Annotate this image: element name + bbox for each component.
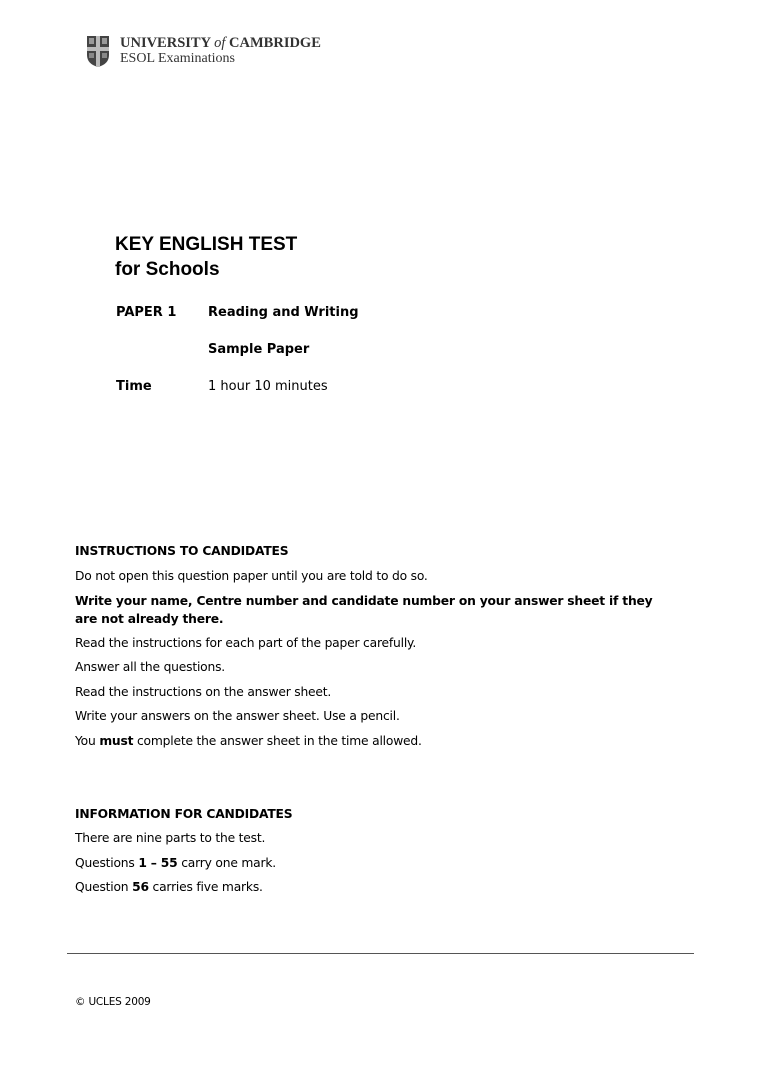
information-3-post: carries five marks. [148,880,263,894]
instruction-5: Read the instructions on the answer sheet. [75,685,332,699]
footer-divider [67,953,694,954]
logo-cambridge: CAMBRIDGE [229,35,321,51]
information-2-bold: 1 – 55 [138,856,178,870]
logo-esol: ESOL Examinations [120,51,235,66]
instruction-7-bold: must [99,734,134,748]
instruction-2a: Write your name, Centre number and candidate number on your answer sheet if they [75,594,653,608]
instruction-4: Answer all the questions. [75,660,226,674]
instruction-6: Write your answers on the answer sheet. Use a pencil. [75,709,400,723]
instruction-7-pre: You [75,734,100,748]
title-line1: KEY ENGLISH TEST [115,234,298,255]
information-2-pre: Questions [75,856,139,870]
instruction-7 [75,734,422,748]
time-label: Time [116,379,152,394]
title-line2: for Schools [115,259,220,280]
information-3 [75,880,263,894]
information-1: There are nine parts to the test. [75,831,266,845]
sample-paper: Sample Paper [208,342,310,357]
logo-of: of [214,35,226,51]
cambridge-crest-icon [86,35,110,68]
instruction-2b: are not already there. [75,612,224,626]
information-2 [75,856,276,870]
information-3-pre: Question [75,880,133,894]
information-3-bold: 56 [132,880,149,894]
paper-value: Reading and Writing [208,305,359,320]
instruction-7-post: complete the answer sheet in the time allowed. [133,734,422,748]
copyright: © UCLES 2009 [75,996,151,1008]
logo-university: UNIVERSITY [120,35,211,51]
information-2-post: carry one mark. [177,856,276,870]
paper-label: PAPER 1 [116,305,177,320]
time-value: 1 hour 10 minutes [208,379,328,394]
instruction-1: Do not open this question paper until you are told to do so. [75,569,428,583]
instructions-heading: INSTRUCTIONS TO CANDIDATES [75,544,289,558]
information-heading: INFORMATION FOR CANDIDATES [75,807,293,821]
instruction-3: Read the instructions for each part of the paper carefully. [75,636,417,650]
